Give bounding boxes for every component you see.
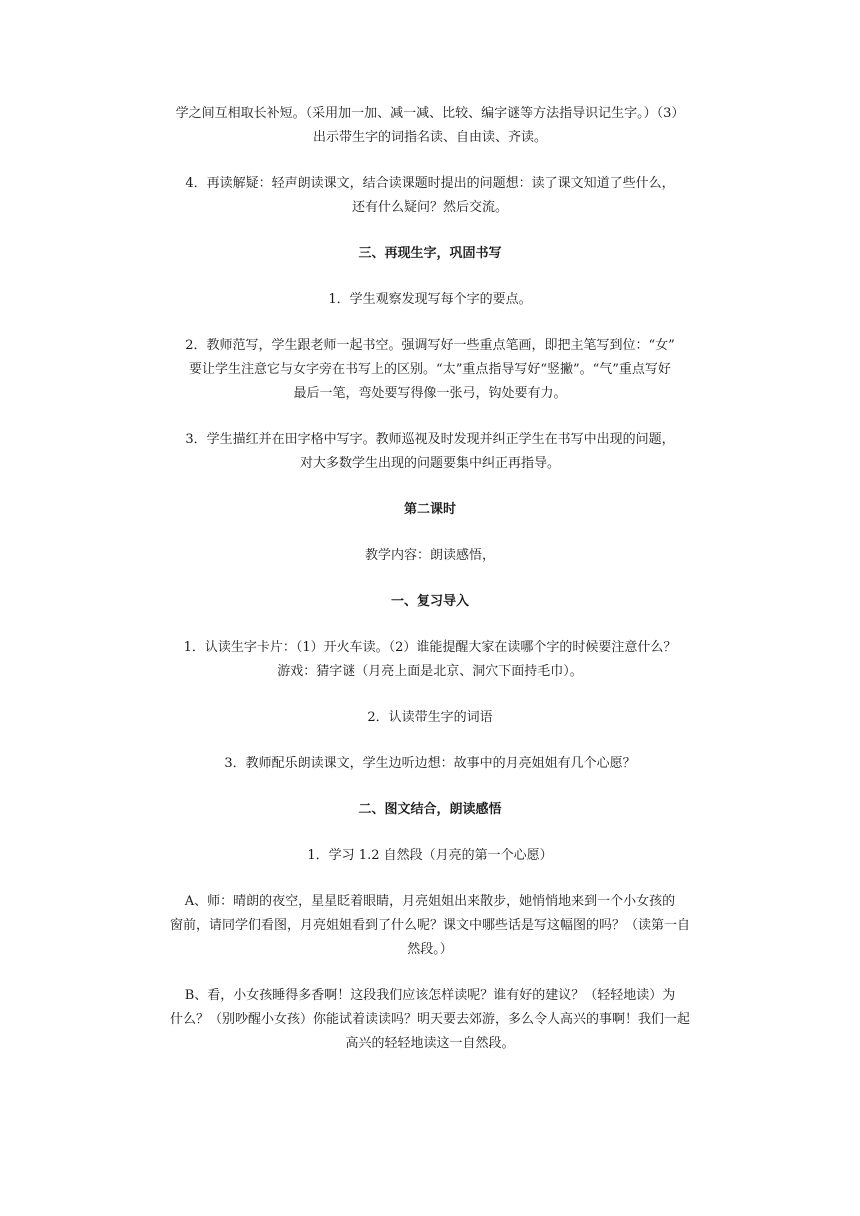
text-line: 3．教师配乐朗读课文，学生边听边想：故事中的月亮姐姐有几个心愿？	[224, 756, 636, 771]
paragraph	[116, 636, 744, 684]
text-line: 对大多数学生出现的问题要集中纠正再指导。	[299, 456, 560, 471]
paragraph-gap	[116, 476, 744, 498]
document-page	[116, 102, 744, 1056]
paragraph-gap	[116, 822, 744, 844]
paragraph	[116, 102, 744, 150]
text-line: 2．教师范写，学生跟老师一起书空。强调写好一些重点笔画，即把主笔写到位：“女”	[185, 338, 675, 353]
paragraph	[116, 172, 744, 220]
text-line: 最后一笔，弯处要写得像一张弓，钩处要有力。	[293, 386, 567, 401]
paragraph	[116, 984, 744, 1056]
paragraph	[116, 288, 744, 312]
text-line: 窗前，请同学们看图，月亮姐姐看到了什么呢？课文中哪些话是写这幅图的吗？（读第一自	[169, 918, 690, 933]
paragraph-gap	[116, 312, 744, 334]
paragraph-gap	[116, 568, 744, 590]
section-heading	[116, 590, 744, 614]
paragraph	[116, 428, 744, 476]
text-line: 第二课时	[403, 502, 456, 517]
text-line: 一、复习导入	[390, 594, 469, 609]
paragraph-gap	[116, 220, 744, 242]
text-line: 学之间互相取长补短。（采用加一加、减一减、比较、编字谜等方法指导识记生字。）（3）	[175, 106, 685, 121]
paragraph-gap	[116, 614, 744, 636]
text-line: 要让学生注意它与女字旁在书写上的区别。“太”重点指导写好“竖撇”。“气”重点写好	[189, 362, 671, 377]
paragraph-gap	[116, 730, 744, 752]
paragraph-gap	[116, 150, 744, 172]
text-line: 1．认读生字卡片：（1）开火车读。（2）谁能提醒大家在读哪个字的时候要注意什么？	[183, 640, 677, 655]
section-heading	[116, 498, 744, 522]
paragraph	[116, 752, 744, 776]
paragraph-gap	[116, 406, 744, 428]
paragraph	[116, 706, 744, 730]
paragraph-gap	[116, 776, 744, 798]
paragraph	[116, 890, 744, 962]
paragraph	[116, 334, 744, 406]
text-line: 3．学生描红并在田字格中写字。教师巡视及时发现并纠正学生在书写中出现的问题，	[185, 432, 675, 447]
paragraph-gap	[116, 266, 744, 288]
paragraph-gap	[116, 868, 744, 890]
text-line: 三、再现生字，巩固书写	[358, 246, 502, 261]
text-line: A、师：晴朗的夜空，星星眨着眼睛，月亮姐姐出来散步，她悄悄地来到一个小女孩的	[184, 894, 676, 909]
paragraph-gap	[116, 522, 744, 544]
paragraph	[116, 844, 744, 868]
text-line: 高兴的轻轻地读这一自然段。	[345, 1036, 515, 1051]
text-line: 教学内容：朗读感悟，	[364, 548, 495, 563]
section-heading	[116, 242, 744, 266]
text-line: 然段。）	[407, 942, 453, 957]
text-line: 还有什么疑问？然后交流。	[351, 200, 508, 215]
text-line: 4．再读解疑：轻声朗读课文，结合读课题时提出的问题想：读了课文知道了些什么，	[185, 176, 675, 191]
text-line: 1．学习 1.2 自然段（月亮的第一个心愿）	[307, 848, 553, 863]
text-line: 1．学生观察发现写每个字的要点。	[328, 292, 532, 307]
paragraph-gap	[116, 684, 744, 706]
text-line: 什么？（别吵醒小女孩）你能试着读读吗？明天要去郊游，多么令人高兴的事啊！我们一起	[169, 1012, 690, 1027]
text-line: 二、图文结合，朗读感悟	[358, 802, 502, 817]
text-line: 游戏：猜字谜（月亮上面是北京、洞穴下面持毛巾）。	[277, 664, 583, 679]
paragraph-gap	[116, 962, 744, 984]
text-line: 出示带生字的词指名读、自由读、齐读。	[312, 130, 547, 145]
paragraph	[116, 544, 744, 568]
text-line: B、看，小女孩睡得多香啊！这段我们应该怎样读呢？谁有好的建议？（轻轻地读）为	[184, 988, 676, 1003]
section-heading	[116, 798, 744, 822]
text-line: 2．认读带生字的词语	[367, 710, 493, 725]
